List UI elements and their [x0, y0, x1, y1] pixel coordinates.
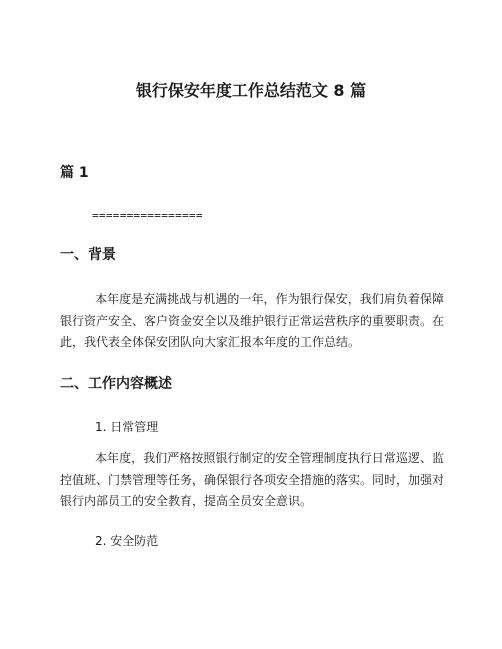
- list-item-daily-management: 1. 日常管理: [95, 420, 159, 434]
- list-item-security-prevention: 2. 安全防范: [95, 534, 159, 548]
- section-heading-background: 一、背景: [60, 247, 116, 263]
- part-heading: 篇 1: [60, 165, 89, 181]
- background-paragraph: 本年度是充满挑战与机遇的一年，作为银行保安，我们肩负着保障银行资产安全、客户资金安全以及维护银行正常运营秩序的重要职责。在此，我代表全体保安团队向大家汇报本年度的工作总结。: [60, 292, 445, 349]
- separator-line: ================: [92, 209, 203, 222]
- document-title: 银行保安年度工作总结范文 8 篇: [135, 81, 367, 100]
- daily-management-paragraph: 本年度，我们严格按照银行制定的安全管理制度执行日常巡逻、监控值班、门禁管理等任务，确保银行各项安全措施的落实。同时，加强对银行内部员工的安全教育，提高全员安全意识。: [60, 451, 445, 508]
- section-heading-work-overview: 二、工作内容概述: [60, 376, 172, 392]
